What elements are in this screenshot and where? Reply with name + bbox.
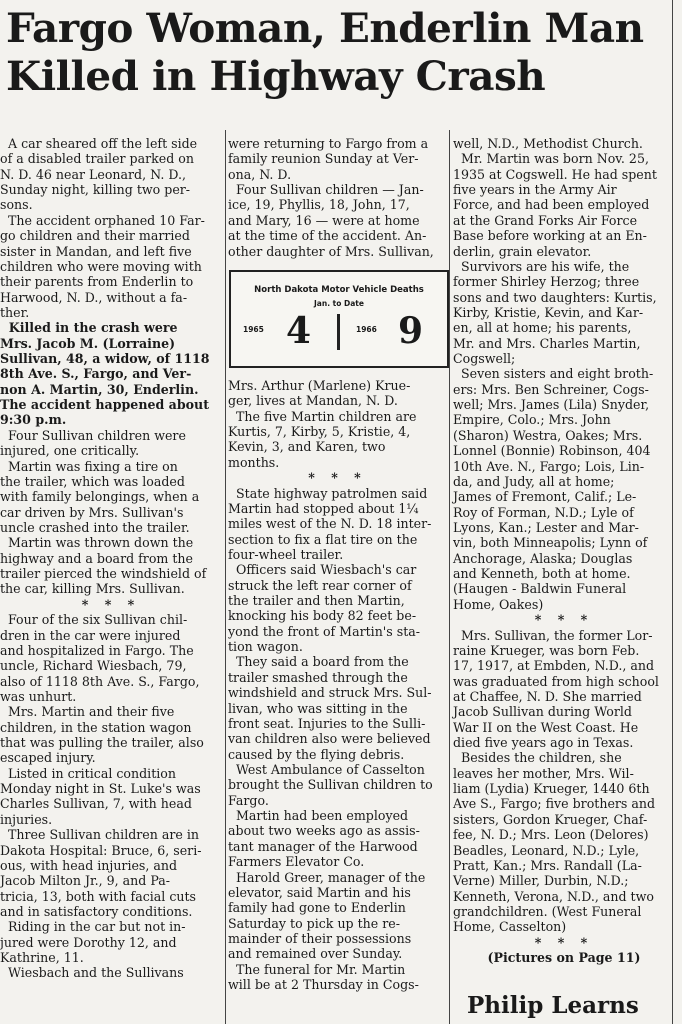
text-line: well; Mrs. James (Lila) Snyder, [453, 397, 650, 413]
text-line: Martin was thrown down the [0, 535, 194, 551]
text-line: caused by the flying debris. [228, 746, 405, 762]
text-line: Martin had been employed [228, 808, 409, 824]
text-line: Mrs. Jacob M. (Lorraine) [0, 335, 176, 351]
text-line: go children and their married [0, 228, 190, 244]
text-line: Home, Oakes) [453, 596, 544, 612]
text-line: uncle, Richard Wiesbach, 79, [0, 658, 187, 674]
text-line: Kenneth, Verona, N.D., and two [453, 888, 654, 904]
death-toll-subtitle: Jan. to Date [314, 299, 364, 308]
text-line: Kevin, 3, and Karen, two [228, 439, 386, 455]
text-line: fee, N. D.; Mrs. Leon (Delores) [453, 827, 649, 843]
text-line: the car, killing Mrs. Sullivan. [0, 581, 185, 597]
headline-line-1: Fargo Woman, Enderlin Man [6, 4, 644, 52]
box-divider [337, 314, 340, 350]
text-line: children who were moving with [0, 258, 202, 274]
text-line: Farmers Elevator Co. [228, 854, 365, 870]
headline [6, 4, 666, 100]
text-line: Wiesbach and the Sullivans [0, 965, 184, 981]
text-line: Martin had stopped about 1¼ [228, 500, 419, 516]
text-line: Kurtis, 7, Kirby, 5, Kristie, 4, [228, 424, 411, 440]
text-line: of a disabled trailer parked on [0, 151, 194, 167]
text-line: Mrs. Arthur (Marlene) Krue- [228, 378, 411, 393]
text-line: miles west of the N. D. 18 inter- [228, 516, 432, 532]
text-line: Jacob Milton Jr., 9, and Pa- [0, 873, 171, 889]
count-1966: 9 [398, 310, 424, 352]
text-line: at the time of the accident. An- [228, 228, 427, 244]
text-line: (Pictures on Page 11) [487, 950, 641, 966]
text-line: escaped injury. [0, 750, 96, 766]
section-break: * * * [534, 612, 594, 628]
text-line: knocking his body 82 feet be- [228, 608, 417, 624]
text-line: Martin was fixing a tire on [0, 458, 178, 474]
text-line: Force, and had been employed [453, 197, 650, 213]
text-line: tion wagon. [228, 639, 303, 655]
text-line: non A. Martin, 30, Enderlin. [0, 381, 199, 397]
text-line: months. [228, 454, 280, 470]
text-line: 9:30 p.m. [0, 412, 67, 428]
year-1965: 1965 [243, 325, 264, 334]
text-line: Besides the children, she [453, 750, 622, 766]
text-line: Saturday to pick up the re- [228, 915, 400, 931]
text-line: Verne) Miller, Durbin, N.D.; [453, 873, 629, 889]
text-line: van children also were believed [228, 731, 431, 747]
text-line: their parents from Enderlin to [0, 274, 194, 290]
text-line: mainder of their possessions [228, 930, 412, 946]
text-line: five years in the Army Air [453, 182, 617, 198]
text-line: brought the Sullivan children to [228, 777, 433, 793]
text-line: Monday night in St. Luke's was [0, 781, 201, 797]
text-line: front seat. Injuries to the Sulli- [228, 715, 426, 731]
article-column-3 [453, 136, 675, 965]
text-line: and Mary, 16 — were at home [228, 212, 420, 228]
text-line: will be at 2 Thursday in Cogs- [228, 977, 419, 993]
text-line: windshield and struck Mrs. Sul- [228, 685, 432, 701]
text-line: and remained over Sunday. [228, 946, 403, 962]
text-line: died five years ago in Texas. [453, 735, 634, 751]
text-line: Sullivan, 48, a widow, of 1118 [0, 351, 210, 367]
text-line: 17, 1917, at Embden, N.D., and [453, 658, 655, 674]
text-line: sons. [0, 197, 33, 213]
text-line: Kirby, Kristie, Kevin, and Kar- [453, 304, 644, 320]
death-toll-box [229, 270, 449, 368]
text-line: Riding in the car but not in- [0, 919, 186, 935]
article-column-2-bottom [228, 378, 447, 992]
text-line: Home, Casselton) [453, 919, 567, 935]
text-line: jured were Dorothy 12, and [0, 934, 177, 950]
text-line: injuries. [0, 811, 53, 827]
text-line: trailer pierced the windshield of [0, 566, 207, 582]
text-line: ger, lives at Mandan, N. D. [228, 393, 398, 409]
column-rule [449, 130, 450, 1024]
text-line: sisters, Gordon Krueger, Chaf- [453, 811, 648, 827]
text-line: yond the front of Martin's sta- [228, 623, 421, 639]
text-line: (Haugen - Baldwin Funeral [453, 581, 627, 597]
text-line: family reunion Sunday at Ver- [228, 151, 419, 167]
text-line: and hospitalized in Fargo. The [0, 642, 194, 658]
text-line: Officers said Wiesbach's car [228, 562, 417, 578]
text-line: Base before working at an En- [453, 228, 647, 244]
text-line: ona, N. D. [228, 166, 292, 182]
text-line: War II on the West Coast. He [453, 719, 639, 735]
text-line: family had gone to Enderlin [228, 900, 406, 916]
text-line: dren in the car were injured [0, 627, 181, 643]
text-line: car driven by Mrs. Sullivan's [0, 504, 184, 520]
text-line: Killed in the crash were [0, 320, 178, 336]
text-line: Mrs. Sullivan, the former Lor- [453, 627, 653, 643]
count-1965: 4 [286, 310, 312, 352]
text-line: Charles Sullivan, 7, with head [0, 796, 192, 812]
text-line: vin, both Minneapolis; Lynn of [453, 535, 648, 551]
text-line: tricia, 13, both with facial cuts [0, 888, 197, 904]
text-line: and Kenneth, both at home. [453, 566, 631, 582]
article-column-1 [0, 136, 222, 981]
text-line: was graduated from high school [453, 673, 659, 689]
text-line: leaves her mother, Mrs. Wil- [453, 765, 634, 781]
text-line: Cogswell; [453, 351, 516, 367]
text-line: the trailer and then Martin, [228, 593, 405, 609]
text-line: at Chaffee, N. D. She married [453, 688, 642, 704]
text-line: that was pulling the trailer, also [0, 735, 204, 751]
year-1966: 1966 [356, 325, 377, 334]
text-line: The accident orphaned 10 Far- [0, 212, 205, 228]
text-line: raine Krueger, was born Feb. [453, 642, 640, 658]
text-line: N. D. 46 near Leonard, N. D., [0, 166, 186, 182]
text-line: highway and a board from the [0, 550, 193, 566]
text-line: Jacob Sullivan during World [453, 704, 632, 720]
next-article-headline: Philip Learns [467, 992, 639, 1019]
text-line: Survivors are his wife, the [453, 258, 630, 274]
text-line: ers: Mrs. Ben Schreiner, Cogs- [453, 381, 649, 397]
text-line: former Shirley Herzog; three [453, 274, 640, 290]
text-line: other daughter of Mrs. Sullivan, [228, 243, 434, 259]
text-line: Mr. Martin was born Nov. 25, [453, 151, 649, 167]
text-line: sister in Mandan, and left five [0, 243, 192, 259]
text-line: ice, 19, Phyllis, 18, John, 17, [228, 197, 410, 213]
text-line: Lonnel (Bonnie) Robinson, 404 [453, 443, 651, 459]
text-line: Four Sullivan children were [0, 427, 186, 443]
text-line: Lyons, Kan.; Lester and Mar- [453, 519, 639, 535]
text-line: Kathrine, 11. [0, 950, 84, 966]
text-line: Roy of Forman, N.D.; Lyle of [453, 504, 634, 520]
text-line: ous, with head injuries, and [0, 857, 178, 873]
article-column-2-top [228, 136, 447, 259]
text-line: derlin, grain elevator. [453, 243, 592, 259]
text-line: elevator, said Martin and his [228, 884, 411, 900]
text-line: Harold Greer, manager of the [228, 869, 426, 885]
text-line: Empire, Colo.; Mrs. John [453, 412, 611, 428]
text-line: Dakota Hospital: Bruce, 6, seri- [0, 842, 202, 858]
text-line: about two weeks ago as assis- [228, 823, 420, 839]
text-line: the trailer, which was loaded [0, 473, 185, 489]
text-line: The funeral for Mr. Martin [228, 961, 406, 977]
text-line: Harwood, N. D., without a fa- [0, 289, 188, 305]
text-line: (Sharon) Westra, Oakes; Mrs. [453, 427, 643, 443]
headline-line-2: Killed in Highway Crash [6, 52, 546, 100]
text-line: and in satisfactory conditions. [0, 903, 193, 919]
text-line: Beadles, Leonard, N.D.; Lyle, [453, 842, 640, 858]
text-line: well, N.D., Methodist Church. [453, 136, 643, 151]
text-line: A car sheared off the left side [0, 136, 198, 151]
column-rule [225, 130, 226, 1024]
text-line: section to fix a flat tire on the [228, 531, 418, 547]
text-line: Ave S., Fargo; five brothers and [453, 796, 656, 812]
text-line: Four of the six Sullivan chil- [0, 612, 188, 628]
text-line: liam (Lydia) Krueger, 1440 6th [453, 781, 650, 797]
text-line: Sunday night, killing two per- [0, 182, 191, 198]
text-line: en, all at home; his parents, [453, 320, 632, 336]
text-line: four-wheel trailer. [228, 546, 344, 562]
text-line: at the Grand Forks Air Force [453, 212, 638, 228]
text-line: trailer smashed through the [228, 669, 408, 685]
text-line: was unhurt. [0, 688, 77, 704]
text-line: Mrs. Martin and their five [0, 704, 175, 720]
text-line: were returning to Fargo from a [228, 136, 429, 151]
death-toll-title: North Dakota Motor Vehicle Deaths [254, 285, 424, 295]
text-line: tant manager of the Harwood [228, 838, 418, 854]
text-line: State highway patrolmen said [228, 485, 428, 501]
text-line: injured, one critically. [0, 443, 140, 459]
text-line: Fargo. [228, 792, 269, 808]
text-line: 8th Ave. S., Fargo, and Ver- [0, 366, 192, 382]
text-line: Three Sullivan children are in [0, 827, 199, 843]
text-line: Anchorage, Alaska; Douglas [453, 550, 633, 566]
text-line: with family belongings, when a [0, 489, 200, 505]
text-line: Listed in critical condition [0, 765, 176, 781]
text-line: They said a board from the [228, 654, 409, 670]
text-line: The accident happened about [0, 397, 210, 413]
text-line: Seven sisters and eight broth- [453, 366, 654, 382]
text-line: livan, who was sitting in the [228, 700, 408, 716]
text-line: Pratt, Kan.; Mrs. Randall (La- [453, 857, 642, 873]
text-line: Mr. and Mrs. Charles Martin, [453, 335, 641, 351]
text-line: Four Sullivan children — Jan- [228, 182, 424, 198]
text-line: struck the left rear corner of [228, 577, 412, 593]
section-break: * * * [308, 470, 367, 486]
text-line: grandchildren. (West Funeral [453, 903, 642, 919]
text-line: sons and two daughters: Kurtis, [453, 289, 657, 305]
text-line: The five Martin children are [228, 408, 417, 424]
section-break: * * * [534, 934, 594, 950]
text-line: ther. [0, 304, 30, 320]
text-line: 10th Ave. N., Fargo; Lois, Lin- [453, 458, 645, 474]
text-line: da, and Judy, all at home; [453, 473, 615, 489]
text-line: children, in the station wagon [0, 719, 192, 735]
text-line: also of 1118 8th Ave. S., Fargo, [0, 673, 200, 689]
text-line: uncle crashed into the trailer. [0, 519, 190, 535]
text-line: James of Fremont, Calif.; Le- [453, 489, 637, 505]
text-line: West Ambulance of Casselton [228, 761, 425, 777]
text-line: 1935 at Cogswell. He had spent [453, 166, 657, 182]
section-break: * * * [81, 596, 141, 612]
